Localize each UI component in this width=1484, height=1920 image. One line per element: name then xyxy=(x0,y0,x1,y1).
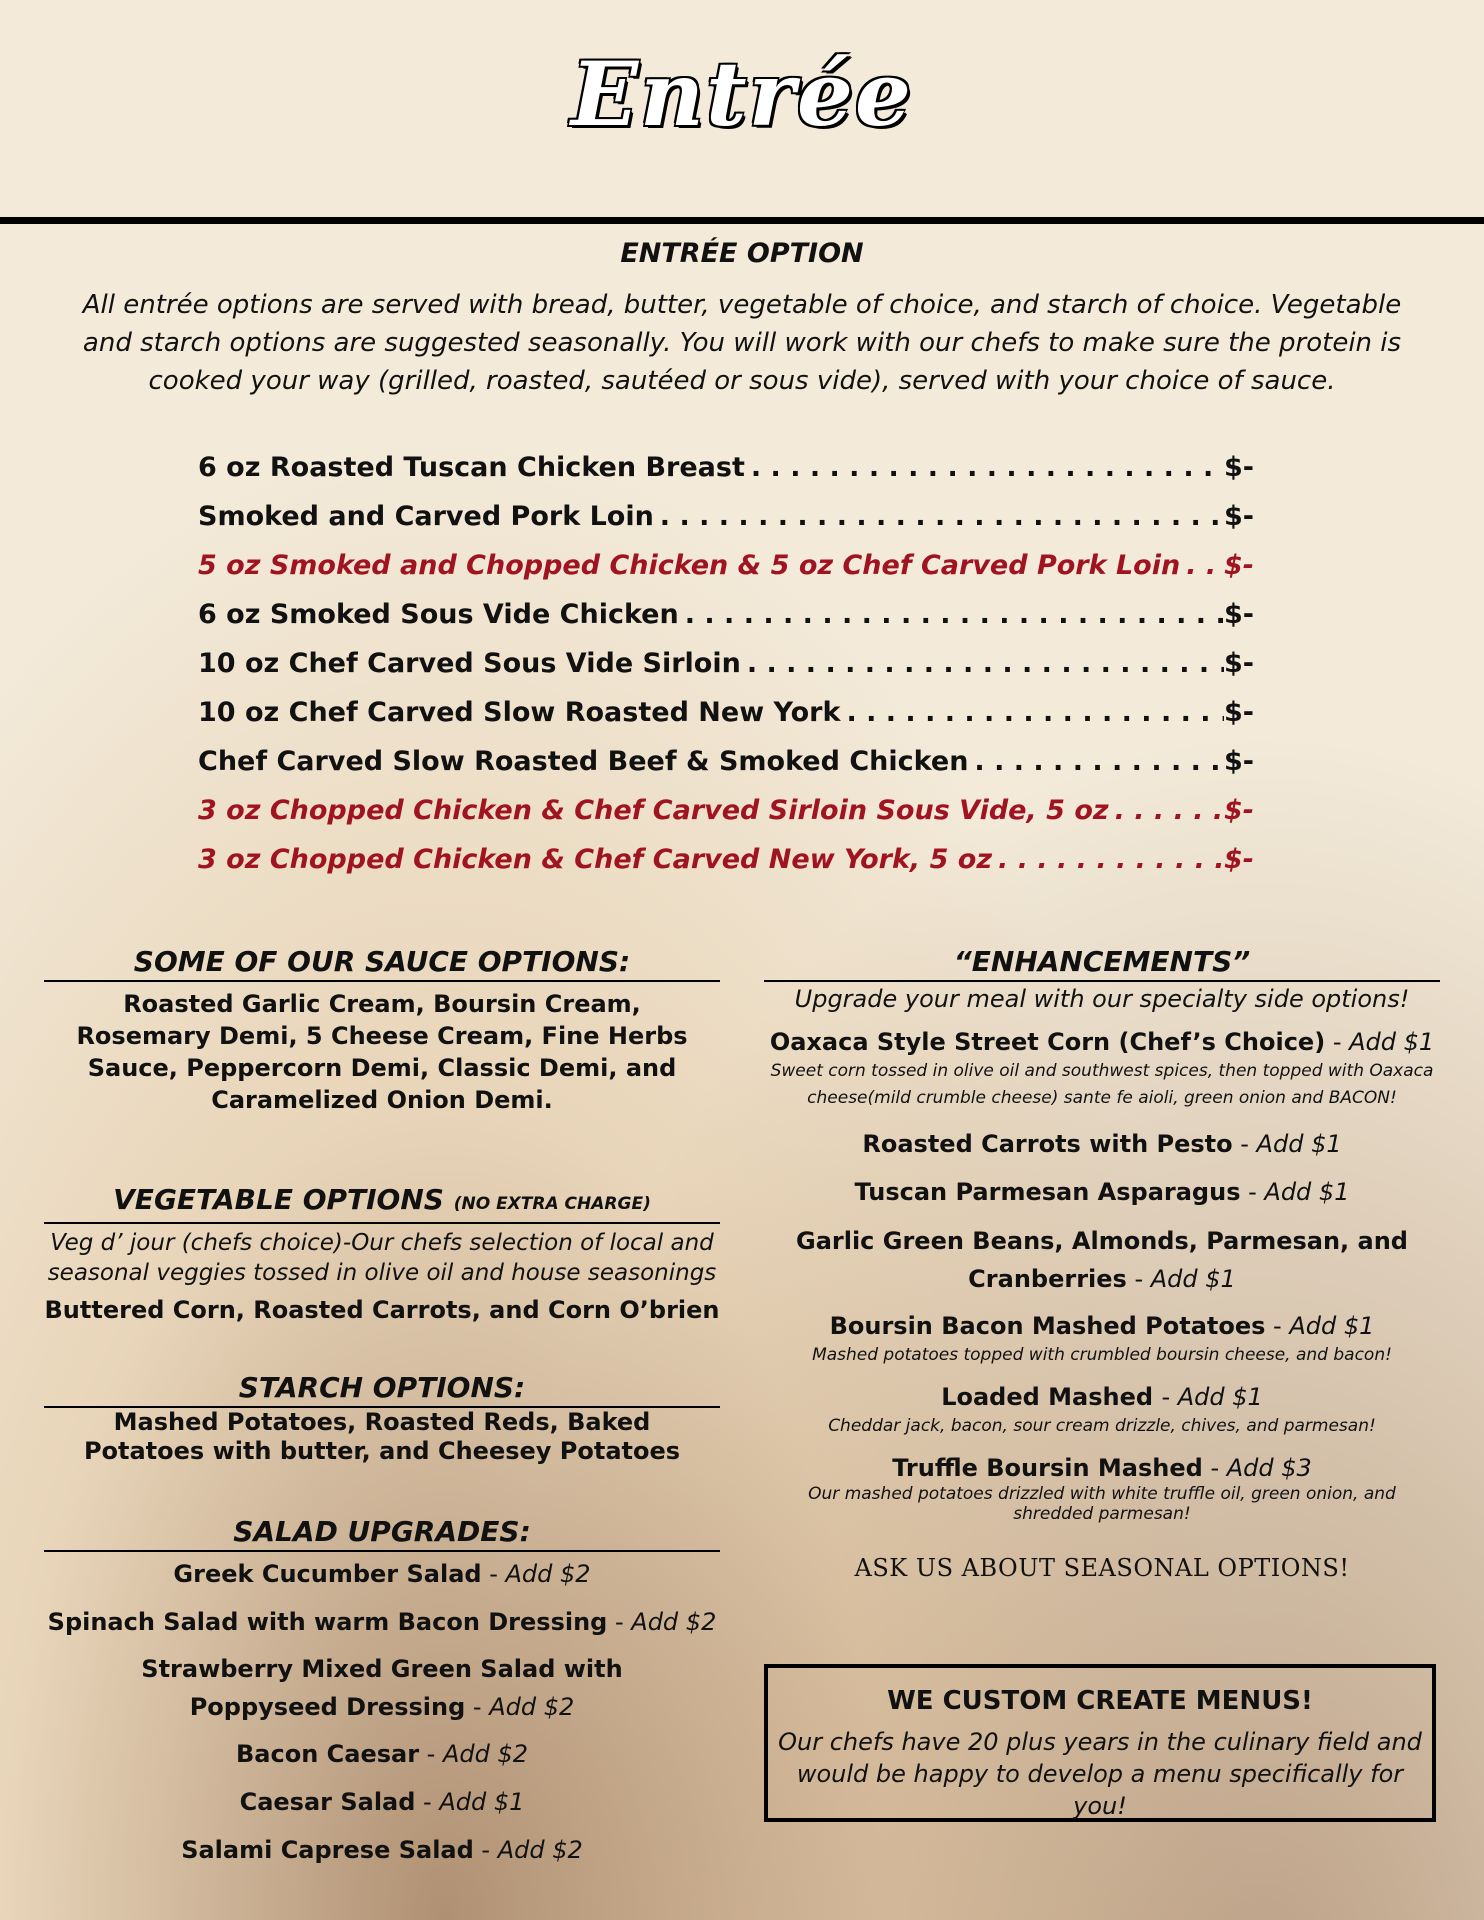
salad-price: Add $2 xyxy=(497,1836,583,1864)
title-divider xyxy=(0,217,1484,224)
enhancement-name: Truffle Boursin Mashed xyxy=(892,1454,1203,1482)
entree-price: $- xyxy=(1224,599,1254,630)
enhancement-description: Mashed potatoes topped with crumbled boursin cheese, and bacon! xyxy=(812,1345,1392,1365)
salad-item: Spinach Salad with warm Bacon Dressing - Add $2 xyxy=(47,1608,717,1636)
salad-section xyxy=(44,1514,720,1866)
entree-price: $- xyxy=(1224,844,1254,875)
enhancement-name-cont: Cranberries xyxy=(968,1265,1127,1293)
vegetable-heading xyxy=(44,1182,720,1224)
enhancement-name: Tuscan Parmesan Asparagus xyxy=(854,1178,1241,1206)
enhancement-item: Boursin Bacon Mashed Potatoes - Add $1 xyxy=(829,1312,1375,1340)
dot-leader xyxy=(679,599,1224,630)
enhancements-subheading: Upgrade your meal with our specialty side options! xyxy=(794,985,1410,1013)
entree-option-heading: ENTRÉE OPTION xyxy=(620,238,864,269)
enhancement-price: Add $1 xyxy=(1264,1178,1350,1206)
enhancement-price: Add $1 xyxy=(1150,1265,1236,1293)
dot-leader xyxy=(654,501,1224,532)
salad-price: Add $1 xyxy=(439,1788,525,1816)
entree-name: 10 oz Chef Carved Slow Roasted New York xyxy=(198,697,841,728)
salad-item: Caesar Salad - Add $1 xyxy=(239,1788,525,1816)
entree-price: $- xyxy=(1224,550,1254,581)
entree-item xyxy=(198,452,1254,501)
entree-price: $- xyxy=(1224,795,1254,826)
entree-price: $- xyxy=(1224,648,1254,679)
entree-option-description: All entrée options are served with bread, butter, vegetable of choice, and starch of choice. Vegetable and starch options are suggested seasonally. You will work with our chefs to make sure the protein is cooked your way (grilled, roasted, sautéed or sous vide), served with your choice of sauce. xyxy=(82,290,1402,396)
dot-leader xyxy=(745,452,1224,483)
salad-item: Greek Cucumber Salad - Add $2 xyxy=(173,1560,591,1588)
vegetable-heading-text: VEGETABLE OPTIONS xyxy=(113,1183,444,1216)
salad-name: Spinach Salad with warm Bacon Dressing xyxy=(47,1608,608,1636)
salad-item: Bacon Caesar - Add $2 xyxy=(235,1740,529,1768)
dot-leader xyxy=(968,746,1224,777)
sauce-section xyxy=(44,944,720,1116)
entree-name: Smoked and Carved Pork Loin xyxy=(198,501,654,532)
entree-price: $- xyxy=(1224,746,1254,777)
sauce-heading: SOME OF OUR SAUCE OPTIONS: xyxy=(44,944,720,982)
enhancement-name: Oaxaca Style Street Corn (Chef’s Choice) xyxy=(769,1028,1326,1056)
entree-name: 3 oz Chopped Chicken & Chef Carved New York, 5 oz xyxy=(198,844,993,875)
dot-leader xyxy=(1109,795,1224,826)
salad-item: Strawberry Mixed Green Salad with Poppyseed Dressing - Add $2 xyxy=(141,1655,623,1721)
salad-name: Salami Caprese Salad xyxy=(181,1836,474,1864)
enhancement-price: Add $1 xyxy=(1177,1383,1263,1411)
starch-section xyxy=(44,1370,720,1466)
enhancement-price: Add $3 xyxy=(1226,1454,1312,1482)
enhancement-description: Our mashed potatoes drizzled with white truffle oil, green onion, and shredded parmesan! xyxy=(808,1484,1396,1524)
starch-heading: STARCH OPTIONS: xyxy=(44,1370,720,1408)
entree-item xyxy=(198,697,1254,746)
entree-item xyxy=(198,648,1254,697)
enhancement-price: Add $1 xyxy=(1289,1312,1375,1340)
starch-list: Mashed Potatoes, Roasted Reds, Baked Potatoes with butter, and Cheesey Potatoes xyxy=(83,1408,681,1465)
dot-leader xyxy=(741,648,1224,679)
enhancement-description: Cheddar jack, bacon, sour cream drizzle, chives, and parmesan! xyxy=(828,1416,1376,1436)
enhancements-section xyxy=(764,944,1440,1582)
sauce-list: Roasted Garlic Cream, Boursin Cream, Rosemary Demi, 5 Cheese Cream, Fine Herbs Sauce, Peppercorn Demi, Classic Demi, and Caramelized Onion Demi. xyxy=(76,990,688,1114)
entree-name: 5 oz Smoked and Chopped Chicken & 5 oz Chef Carved Pork Loin xyxy=(198,550,1181,581)
salad-name: Caesar Salad xyxy=(239,1788,416,1816)
enhancement-name: Loaded Mashed xyxy=(941,1383,1162,1411)
salad-price: Add $2 xyxy=(505,1560,591,1588)
page-title: Entrée xyxy=(570,42,914,146)
entree-name: Chef Carved Slow Roasted Beef & Smoked Chicken xyxy=(198,746,969,777)
entree-name: 3 oz Chopped Chicken & Chef Carved Sirloin Sous Vide, 5 oz xyxy=(198,795,1109,826)
salad-item: Salami Caprese Salad - Add $2 xyxy=(181,1836,583,1864)
enhancement-description: Sweet corn tossed in olive oil and southwest spices, then topped with Oaxaca cheese(mild crumble cheese) sante fe aioli, green onion and BACON! xyxy=(770,1061,1434,1108)
dot-leader xyxy=(992,844,1224,875)
salad-name: Strawberry Mixed Green Salad with xyxy=(141,1655,623,1683)
enhancement-name: Boursin Bacon Mashed Potatoes xyxy=(829,1312,1266,1340)
entree-price: $- xyxy=(1224,452,1254,483)
dot-leader xyxy=(1180,550,1224,581)
vegetable-list: Buttered Corn, Roasted Carrots, and Corn O’brien xyxy=(44,1296,720,1324)
entree-item-featured xyxy=(198,844,1254,893)
enhancement-item: Tuscan Parmesan Asparagus - Add $1 xyxy=(854,1178,1350,1206)
salad-name: Greek Cucumber Salad xyxy=(173,1560,482,1588)
enhancement-item: Oaxaca Style Street Corn (Chef’s Choice) - Add $1 xyxy=(769,1028,1435,1056)
custom-menu-heading: WE CUSTOM CREATE MENUS! xyxy=(887,1686,1313,1716)
salad-name-cont: Poppyseed Dressing xyxy=(189,1693,466,1721)
entree-item-featured xyxy=(198,795,1254,844)
enhancement-item: Garlic Green Beans, Almonds, Parmesan, and Cranberries - Add $1 xyxy=(796,1227,1408,1293)
salad-price: Add $2 xyxy=(442,1740,529,1768)
vegetable-heading-note: (NO EXTRA CHARGE) xyxy=(453,1194,651,1214)
enhancement-item: Roasted Carrots with Pesto - Add $1 xyxy=(862,1130,1342,1158)
entree-list xyxy=(198,452,1254,893)
enhancements-heading: “ENHANCEMENTS” xyxy=(764,944,1440,982)
entree-item-featured xyxy=(198,550,1254,599)
salad-price: Add $2 xyxy=(631,1608,717,1636)
vegetable-description: Veg d’ jour (chefs choice)-Our chefs selection of local and seasonal veggies tossed in olive oil and house seasonings xyxy=(47,1230,717,1286)
entree-name: 6 oz Smoked Sous Vide Chicken xyxy=(198,599,679,630)
custom-menu-box xyxy=(764,1664,1436,1822)
entree-item xyxy=(198,501,1254,550)
enhancement-price: Add $1 xyxy=(1256,1130,1342,1158)
entree-item xyxy=(198,599,1254,648)
entree-item xyxy=(198,746,1254,795)
entree-name: 10 oz Chef Carved Sous Vide Sirloin xyxy=(198,648,741,679)
enhancement-item: Loaded Mashed - Add $1 xyxy=(941,1383,1263,1411)
enhancement-item: Truffle Boursin Mashed - Add $3 xyxy=(892,1454,1312,1482)
custom-menu-text: Our chefs have 20 plus years in the culinary field and would be happy to develop a menu specifically for you! xyxy=(778,1728,1422,1820)
salad-price: Add $2 xyxy=(489,1693,575,1721)
salad-heading: SALAD UPGRADES: xyxy=(44,1514,720,1552)
enhancement-price: Add $1 xyxy=(1349,1028,1435,1056)
entree-price: $- xyxy=(1224,697,1254,728)
salad-name: Bacon Caesar xyxy=(235,1740,420,1768)
dot-leader xyxy=(840,697,1224,728)
vegetable-section xyxy=(44,1182,720,1326)
entree-price: $- xyxy=(1224,501,1254,532)
enhancement-name: Garlic Green Beans, Almonds, Parmesan, and xyxy=(796,1227,1408,1255)
entree-name: 6 oz Roasted Tuscan Chicken Breast xyxy=(198,452,745,483)
seasonal-options-note: ASK US ABOUT SEASONAL OPTIONS! xyxy=(854,1554,1350,1582)
enhancement-name: Roasted Carrots with Pesto xyxy=(862,1130,1233,1158)
